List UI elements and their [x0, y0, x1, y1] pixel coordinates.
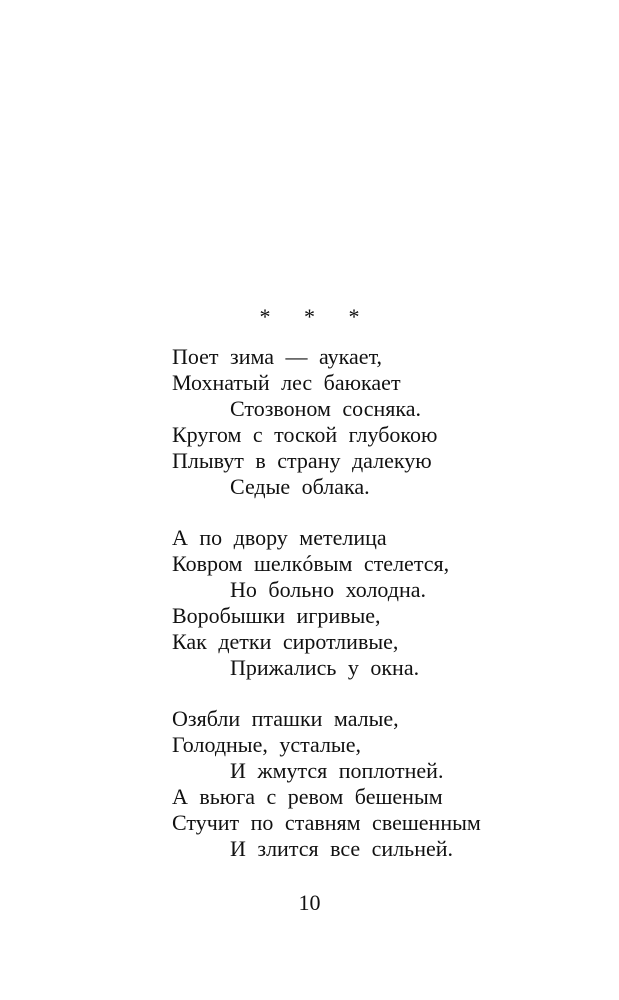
poem-line: Плывут в страну далекую: [172, 448, 432, 473]
poem-line-indented: Прижались у окна.: [230, 655, 420, 680]
stanza-1: [172, 344, 592, 500]
stanza-2: [172, 525, 592, 681]
stanza-3: [172, 706, 592, 862]
poem-line-indented: Седые облака.: [230, 474, 370, 499]
poem-line: Как детки сиротливые,: [172, 629, 399, 654]
poem-line: Стучит по ставням свешенным: [172, 810, 481, 835]
poem-line-indented: Но больно холодна.: [230, 577, 427, 602]
poem-line: Воробышки игривые,: [172, 603, 381, 628]
poem-line: Озябли пташки малые,: [172, 706, 399, 731]
poem-line: Голодные, усталые,: [172, 732, 361, 757]
poem-line: А вьюга с ревом бешеным: [172, 784, 443, 809]
poem: [172, 344, 592, 887]
page-number: 10: [298, 890, 321, 915]
poem-line: Кругом с тоской глубокою: [172, 422, 438, 447]
poem-line: Мохнатый лес баюкает: [172, 370, 401, 395]
poem-line: Ковром шелкóвым стелется,: [172, 551, 450, 576]
poem-line: А по двору метелица: [172, 525, 387, 550]
section-separator: * * *: [259, 304, 374, 329]
poem-line: Поет зима — аукает,: [172, 344, 383, 369]
poem-line-indented: И жмутся поплотней.: [230, 758, 444, 783]
poem-line-indented: Стозвоном сосняка.: [230, 396, 422, 421]
poem-line-indented: И злится все сильней.: [230, 836, 454, 861]
